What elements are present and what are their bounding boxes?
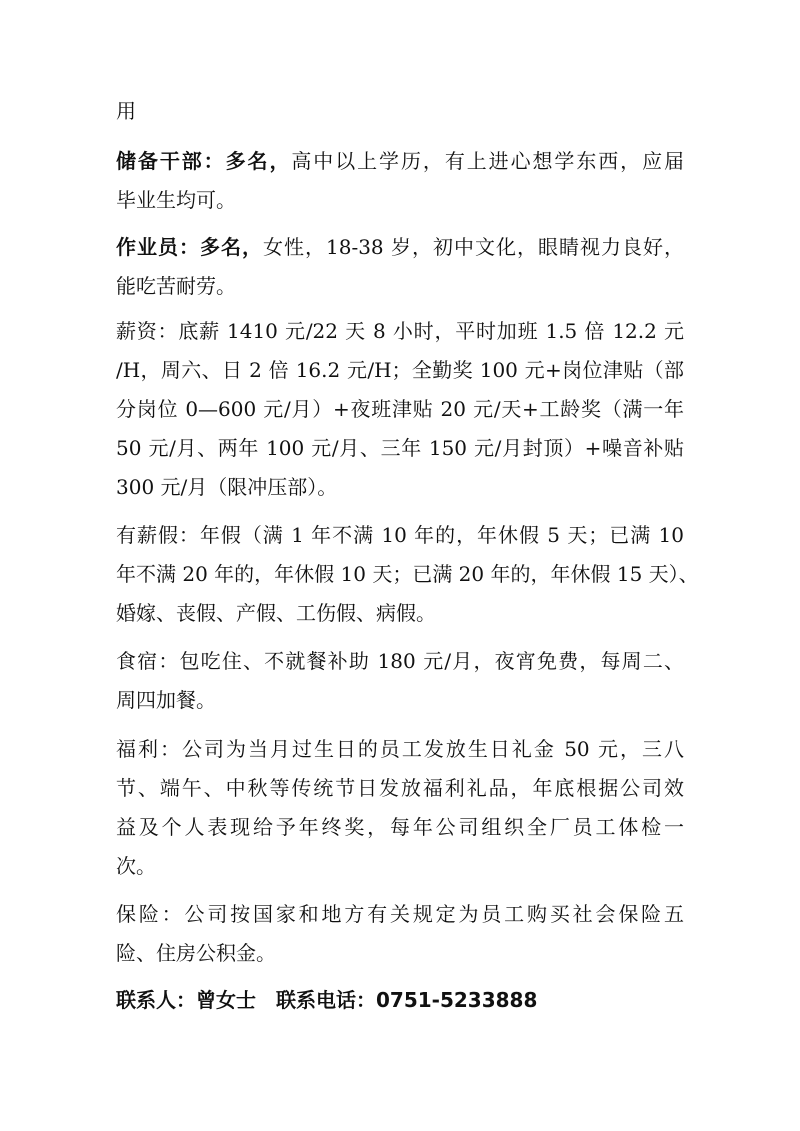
welfare-line-2: 节、端午、中秋等传统节日发放福利礼品，年底根据公司效 (116, 776, 684, 800)
salary-line-4: 50 元/月、两年 100 元/月、三年 150 元/月封顶）+噪音补贴 (116, 436, 684, 460)
reserve-cadre-line-2: 毕业生均可。 (116, 188, 236, 212)
paid-leave-line-1: 有薪假：年假（满 1 年不满 10 年的，年休假 5 天；已满 10 (116, 523, 684, 547)
insurance-line-1: 保险：公司按国家和地方有关规定为员工购买社会保险五 (116, 902, 684, 926)
reserve-cadre-requirements: 高中以上学历，有上进心想学东西，应届 (291, 149, 685, 173)
reserve-cadre-label: 储备干部： (116, 149, 226, 173)
operator-line-2: 能吃苦耐劳。 (116, 274, 236, 298)
insurance-line-2: 险、住房公积金。 (116, 941, 276, 965)
salary-line-5: 300 元/月（限冲压部）。 (116, 475, 338, 499)
welfare-line-1: 福利：公司为当月过生日的员工发放生日礼金 50 元，三八 (116, 737, 684, 761)
lodging-line-2: 周四加餐。 (116, 688, 216, 712)
salary-line-1: 薪资：底薪 1410 元/22 天 8 小时，平时加班 1.5 倍 12.2 元 (116, 319, 684, 343)
lodging-line-1: 食宿：包吃住、不就餐补助 180 元/月，夜宵免费，每周二、 (116, 649, 684, 673)
reserve-cadre-count: 多名， (225, 149, 292, 173)
welfare-line-3: 益及个人表现给予年终奖，每年公司组织全厂员工体检一 (116, 815, 684, 839)
welfare-line-4: 次。 (116, 854, 156, 878)
paid-leave-line-2: 年不满 20 年的，年休假 10 天；已满 20 年的，年休假 15 天）、 (116, 562, 699, 586)
operator-label: 作业员： (116, 235, 200, 259)
reserve-cadre-line-1 (116, 147, 684, 175)
salary-line-2: /H，周六、日 2 倍 16.2 元/H；全勤奖 100 元+岗位津贴（部 (116, 358, 684, 382)
contact-line: 联系人：曾女士 联系电话：0751-5233888 (116, 988, 538, 1012)
operator-line-1 (116, 233, 684, 261)
salary-line-3: 分岗位 0—600 元/月）+夜班津贴 20 元/天+工龄奖（满一年 (116, 397, 684, 421)
paid-leave-line-3: 婚嫁、丧假、产假、工伤假、病假。 (116, 601, 436, 625)
continuation-text: 用 (116, 99, 136, 123)
operator-count: 多名， (200, 235, 263, 259)
operator-requirements: 女性，18-38 岁，初中文化，眼睛视力良好， (263, 235, 685, 259)
